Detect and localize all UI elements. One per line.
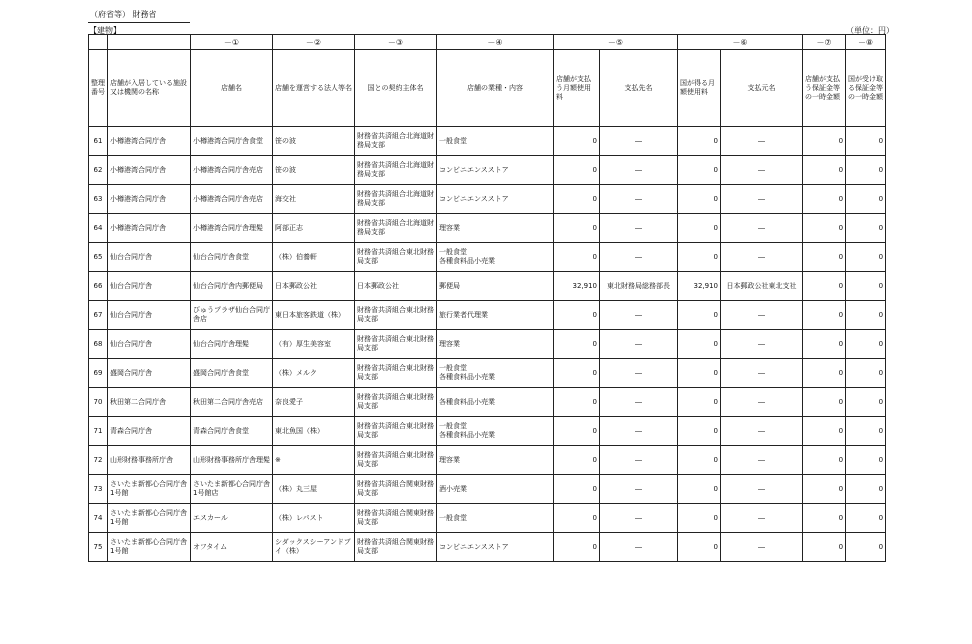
payer-cell: ―: [721, 330, 803, 359]
monthly-income-cell: 0: [678, 156, 721, 185]
operator-cell: シダックスシーアンドブイ（株）: [273, 533, 355, 562]
business-cell: コンビニエンスストア: [437, 533, 554, 562]
header-income: 国が得る月額使用料: [678, 50, 721, 127]
deposit-pay-cell: 0: [803, 127, 846, 156]
monthly-pay-cell: 0: [554, 243, 600, 272]
shop-name-cell: 小樽港湾合同庁舎食堂: [191, 127, 273, 156]
shop-name-cell: エスカール: [191, 504, 273, 533]
column-number-row: [89, 35, 886, 50]
shop-name-cell: 仙台合同庁舎内郵便局: [191, 272, 273, 301]
operator-cell: 阿部正志: [273, 214, 355, 243]
table-row: [89, 504, 886, 533]
contractor-cell: 財務省共済組合北海道財務局支部: [355, 185, 437, 214]
table-row: [89, 388, 886, 417]
operator-cell: 笹の波: [273, 127, 355, 156]
facility-cell: 小樽港湾合同庁舎: [108, 127, 191, 156]
colnum-1: [108, 35, 191, 50]
facility-cell: 仙台合同庁舎: [108, 272, 191, 301]
payee-cell: ―: [600, 214, 678, 243]
row-number: 61: [89, 127, 108, 156]
business-cell: 一般食堂: [437, 127, 554, 156]
monthly-pay-cell: 0: [554, 388, 600, 417]
row-number: 63: [89, 185, 108, 214]
header-deposit-pay: 店舗が支払う保証金等の一時金額: [803, 50, 846, 127]
contractor-cell: 財務省共済組合東北財務局支部: [355, 359, 437, 388]
row-number: 70: [89, 388, 108, 417]
payer-cell: ―: [721, 533, 803, 562]
monthly-pay-cell: 0: [554, 475, 600, 504]
contractor-cell: 財務省共済組合関東財務局支部: [355, 475, 437, 504]
row-number: 68: [89, 330, 108, 359]
shop-name-cell: さいたま新都心合同庁舎1号館店: [191, 475, 273, 504]
deposit-recv-cell: 0: [846, 156, 886, 185]
monthly-income-cell: 0: [678, 243, 721, 272]
facility-cell: さいたま新都心合同庁舎1号館: [108, 504, 191, 533]
business-cell: 酒小売業: [437, 475, 554, 504]
colnum-0: [89, 35, 108, 50]
monthly-income-cell: 32,910: [678, 272, 721, 301]
shop-name-cell: 青森合同庁舎食堂: [191, 417, 273, 446]
monthly-pay-cell: 0: [554, 214, 600, 243]
monthly-income-cell: 0: [678, 475, 721, 504]
shop-name-cell: オフタイム: [191, 533, 273, 562]
table-row: [89, 533, 886, 562]
business-cell: 一般食堂: [437, 504, 554, 533]
contractor-cell: 財務省共済組合東北財務局支部: [355, 330, 437, 359]
row-number: 66: [89, 272, 108, 301]
contractor-cell: 財務省共済組合東北財務局支部: [355, 388, 437, 417]
payee-cell: ―: [600, 388, 678, 417]
monthly-pay-cell: 0: [554, 417, 600, 446]
monthly-income-cell: 0: [678, 214, 721, 243]
monthly-income-cell: 0: [678, 359, 721, 388]
header-deposit-recv: 国が受け取る保証金等の一時金額: [846, 50, 886, 127]
header-operator: 店舗を運営する法人等名: [273, 50, 355, 127]
monthly-pay-cell: 0: [554, 446, 600, 475]
deposit-pay-cell: 0: [803, 243, 846, 272]
row-number: 73: [89, 475, 108, 504]
deposit-recv-cell: 0: [846, 127, 886, 156]
row-number: 72: [89, 446, 108, 475]
operator-cell: ※: [273, 446, 355, 475]
contractor-cell: 財務省共済組合東北財務局支部: [355, 417, 437, 446]
header-contractor: 国との契約主体名: [355, 50, 437, 127]
deposit-recv-cell: 0: [846, 417, 886, 446]
ministry-label: （府省等） 財務省: [90, 10, 157, 19]
facility-cell: 小樽港湾合同庁舎: [108, 214, 191, 243]
operator-cell: （株）丸三屋: [273, 475, 355, 504]
contractor-cell: 財務省共済組合東北財務局支部: [355, 446, 437, 475]
shop-name-cell: 仙台合同庁舎理髪: [191, 330, 273, 359]
contractor-cell: 財務省共済組合北海道財務局支部: [355, 156, 437, 185]
payer-cell: ―: [721, 475, 803, 504]
payer-cell: 日本郵政公社東北支社: [721, 272, 803, 301]
table-row: [89, 272, 886, 301]
monthly-pay-cell: 0: [554, 156, 600, 185]
payee-cell: ―: [600, 127, 678, 156]
business-cell: コンビニエンスストア: [437, 185, 554, 214]
payee-cell: ―: [600, 359, 678, 388]
shop-name-cell: 小樽港湾合同庁舎売店: [191, 156, 273, 185]
deposit-recv-cell: 0: [846, 446, 886, 475]
deposit-pay-cell: 0: [803, 446, 846, 475]
payer-cell: ―: [721, 301, 803, 330]
colnum-11: －⑧: [846, 35, 886, 50]
contractor-cell: 財務省共済組合東北財務局支部: [355, 243, 437, 272]
deposit-pay-cell: 0: [803, 504, 846, 533]
operator-cell: 笹の波: [273, 156, 355, 185]
row-number: 62: [89, 156, 108, 185]
facility-cell: 小樽港湾合同庁舎: [108, 185, 191, 214]
business-cell: 旅行業者代理業: [437, 301, 554, 330]
monthly-pay-cell: 0: [554, 359, 600, 388]
business-cell: 一般食堂 各種食料品小売業: [437, 417, 554, 446]
unit-label: （単位：円）: [846, 26, 894, 35]
deposit-pay-cell: 0: [803, 475, 846, 504]
facility-cell: 青森合同庁舎: [108, 417, 191, 446]
monthly-income-cell: 0: [678, 388, 721, 417]
contractor-cell: 財務省共済組合関東財務局支部: [355, 533, 437, 562]
contractor-cell: 財務省共済組合北海道財務局支部: [355, 214, 437, 243]
facility-cell: 仙台合同庁舎: [108, 243, 191, 272]
payee-cell: ―: [600, 533, 678, 562]
payee-cell: ―: [600, 504, 678, 533]
business-cell: 一般食堂 各種食料品小売業: [437, 243, 554, 272]
shop-name-cell: 秋田第二合同庁舎売店: [191, 388, 273, 417]
contractor-cell: 日本郵政公社: [355, 272, 437, 301]
deposit-pay-cell: 0: [803, 185, 846, 214]
table-row: [89, 185, 886, 214]
payee-cell: ―: [600, 185, 678, 214]
facility-cell: 山形財務事務所庁舎: [108, 446, 191, 475]
deposit-recv-cell: 0: [846, 504, 886, 533]
operator-cell: 海交社: [273, 185, 355, 214]
table-row: [89, 417, 886, 446]
table-row: [89, 330, 886, 359]
monthly-income-cell: 0: [678, 533, 721, 562]
payee-cell: ―: [600, 156, 678, 185]
colnum-5: －④: [437, 35, 554, 50]
colnum-8: －⑥: [678, 35, 803, 50]
deposit-pay-cell: 0: [803, 156, 846, 185]
payer-cell: ―: [721, 446, 803, 475]
deposit-recv-cell: 0: [846, 388, 886, 417]
business-cell: 理容業: [437, 446, 554, 475]
deposit-recv-cell: 0: [846, 475, 886, 504]
operator-cell: （株）レパスト: [273, 504, 355, 533]
table-row: [89, 301, 886, 330]
monthly-pay-cell: 0: [554, 301, 600, 330]
colnum-2: －①: [191, 35, 273, 50]
business-cell: 一般食堂 各種食料品小売業: [437, 359, 554, 388]
header-business: 店舗の業種・内容: [437, 50, 554, 127]
business-cell: 理容業: [437, 214, 554, 243]
header-shop: 店舗名: [191, 50, 273, 127]
payer-cell: ―: [721, 417, 803, 446]
row-number: 74: [89, 504, 108, 533]
deposit-recv-cell: 0: [846, 185, 886, 214]
business-cell: 郵便局: [437, 272, 554, 301]
deposit-recv-cell: 0: [846, 214, 886, 243]
deposit-recv-cell: 0: [846, 359, 886, 388]
shop-name-cell: びゅうプラザ仙台合同庁舎店: [191, 301, 273, 330]
facility-cell: さいたま新都心合同庁舎1号館: [108, 475, 191, 504]
monthly-income-cell: 0: [678, 446, 721, 475]
facility-cell: 小樽港湾合同庁舎: [108, 156, 191, 185]
section-label: 【建物】: [89, 26, 121, 35]
header-no: 整理番号: [89, 50, 108, 127]
payee-cell: ―: [600, 243, 678, 272]
payer-cell: ―: [721, 243, 803, 272]
colnum-4: －③: [355, 35, 437, 50]
monthly-pay-cell: 32,910: [554, 272, 600, 301]
monthly-income-cell: 0: [678, 504, 721, 533]
row-number: 75: [89, 533, 108, 562]
monthly-pay-cell: 0: [554, 330, 600, 359]
contractor-cell: 財務省共済組合東北財務局支部: [355, 301, 437, 330]
payer-cell: ―: [721, 504, 803, 533]
deposit-pay-cell: 0: [803, 272, 846, 301]
shop-name-cell: 山形財務事務所庁舎理髪: [191, 446, 273, 475]
header-payee: 支払先名: [600, 50, 678, 127]
operator-cell: 奈良愛子: [273, 388, 355, 417]
monthly-pay-cell: 0: [554, 185, 600, 214]
deposit-pay-cell: 0: [803, 301, 846, 330]
table-row: [89, 127, 886, 156]
deposit-pay-cell: 0: [803, 417, 846, 446]
facility-cell: 秋田第二合同庁舎: [108, 388, 191, 417]
payer-cell: ―: [721, 214, 803, 243]
deposit-recv-cell: 0: [846, 301, 886, 330]
row-number: 69: [89, 359, 108, 388]
monthly-income-cell: 0: [678, 301, 721, 330]
facility-cell: さいたま新都心合同庁舎1号館: [108, 533, 191, 562]
shop-name-cell: 仙台合同庁舎食堂: [191, 243, 273, 272]
business-cell: 理容業: [437, 330, 554, 359]
operator-cell: （有）厚生美容室: [273, 330, 355, 359]
row-number: 65: [89, 243, 108, 272]
monthly-income-cell: 0: [678, 185, 721, 214]
table-row: [89, 359, 886, 388]
colnum-10: －⑦: [803, 35, 846, 50]
facility-cell: 仙台合同庁舎: [108, 301, 191, 330]
deposit-pay-cell: 0: [803, 359, 846, 388]
colnum-3: －②: [273, 35, 355, 50]
payer-cell: ―: [721, 185, 803, 214]
deposit-recv-cell: 0: [846, 330, 886, 359]
operator-cell: 東北魚国（株）: [273, 417, 355, 446]
monthly-income-cell: 0: [678, 330, 721, 359]
monthly-pay-cell: 0: [554, 504, 600, 533]
payee-cell: 東北財務局総務部長: [600, 272, 678, 301]
monthly-pay-cell: 0: [554, 533, 600, 562]
payee-cell: ―: [600, 475, 678, 504]
row-number: 67: [89, 301, 108, 330]
shop-name-cell: 盛岡合同庁舎食堂: [191, 359, 273, 388]
monthly-pay-cell: 0: [554, 127, 600, 156]
deposit-recv-cell: 0: [846, 533, 886, 562]
payer-cell: ―: [721, 156, 803, 185]
facility-cell: 仙台合同庁舎: [108, 330, 191, 359]
deposit-pay-cell: 0: [803, 214, 846, 243]
colnum-6: －⑤: [554, 35, 678, 50]
monthly-income-cell: 0: [678, 127, 721, 156]
payer-cell: ―: [721, 388, 803, 417]
header-pay: 店舗が支払う月額使用料: [554, 50, 600, 127]
operator-cell: 東日本旅客鉄道（株）: [273, 301, 355, 330]
operator-cell: 日本郵政公社: [273, 272, 355, 301]
table-row: [89, 156, 886, 185]
shop-name-cell: 小樽港湾合同庁舎売店: [191, 185, 273, 214]
contractor-cell: 財務省共済組合北海道財務局支部: [355, 127, 437, 156]
business-cell: コンビニエンスストア: [437, 156, 554, 185]
deposit-pay-cell: 0: [803, 330, 846, 359]
payee-cell: ―: [600, 330, 678, 359]
deposit-recv-cell: 0: [846, 272, 886, 301]
ministry-underline: [88, 22, 190, 23]
shop-table: [88, 34, 886, 562]
payee-cell: ―: [600, 301, 678, 330]
table-row: [89, 214, 886, 243]
payee-cell: ―: [600, 417, 678, 446]
header-row: [89, 50, 886, 127]
table-row: [89, 475, 886, 504]
payee-cell: ―: [600, 446, 678, 475]
contractor-cell: 財務省共済組合関東財務局支部: [355, 504, 437, 533]
row-number: 64: [89, 214, 108, 243]
table-row: [89, 243, 886, 272]
deposit-pay-cell: 0: [803, 533, 846, 562]
business-cell: 各種食料品小売業: [437, 388, 554, 417]
deposit-recv-cell: 0: [846, 243, 886, 272]
facility-cell: 盛岡合同庁舎: [108, 359, 191, 388]
payer-cell: ―: [721, 359, 803, 388]
deposit-pay-cell: 0: [803, 388, 846, 417]
shop-name-cell: 小樽港湾合同庁舎理髪: [191, 214, 273, 243]
payer-cell: ―: [721, 127, 803, 156]
operator-cell: （株）伯養軒: [273, 243, 355, 272]
row-number: 71: [89, 417, 108, 446]
table-row: [89, 446, 886, 475]
header-payer: 支払元名: [721, 50, 803, 127]
operator-cell: （株）メルク: [273, 359, 355, 388]
header-facility: 店舗が入居している施設又は機関の名称: [108, 50, 191, 127]
monthly-income-cell: 0: [678, 417, 721, 446]
